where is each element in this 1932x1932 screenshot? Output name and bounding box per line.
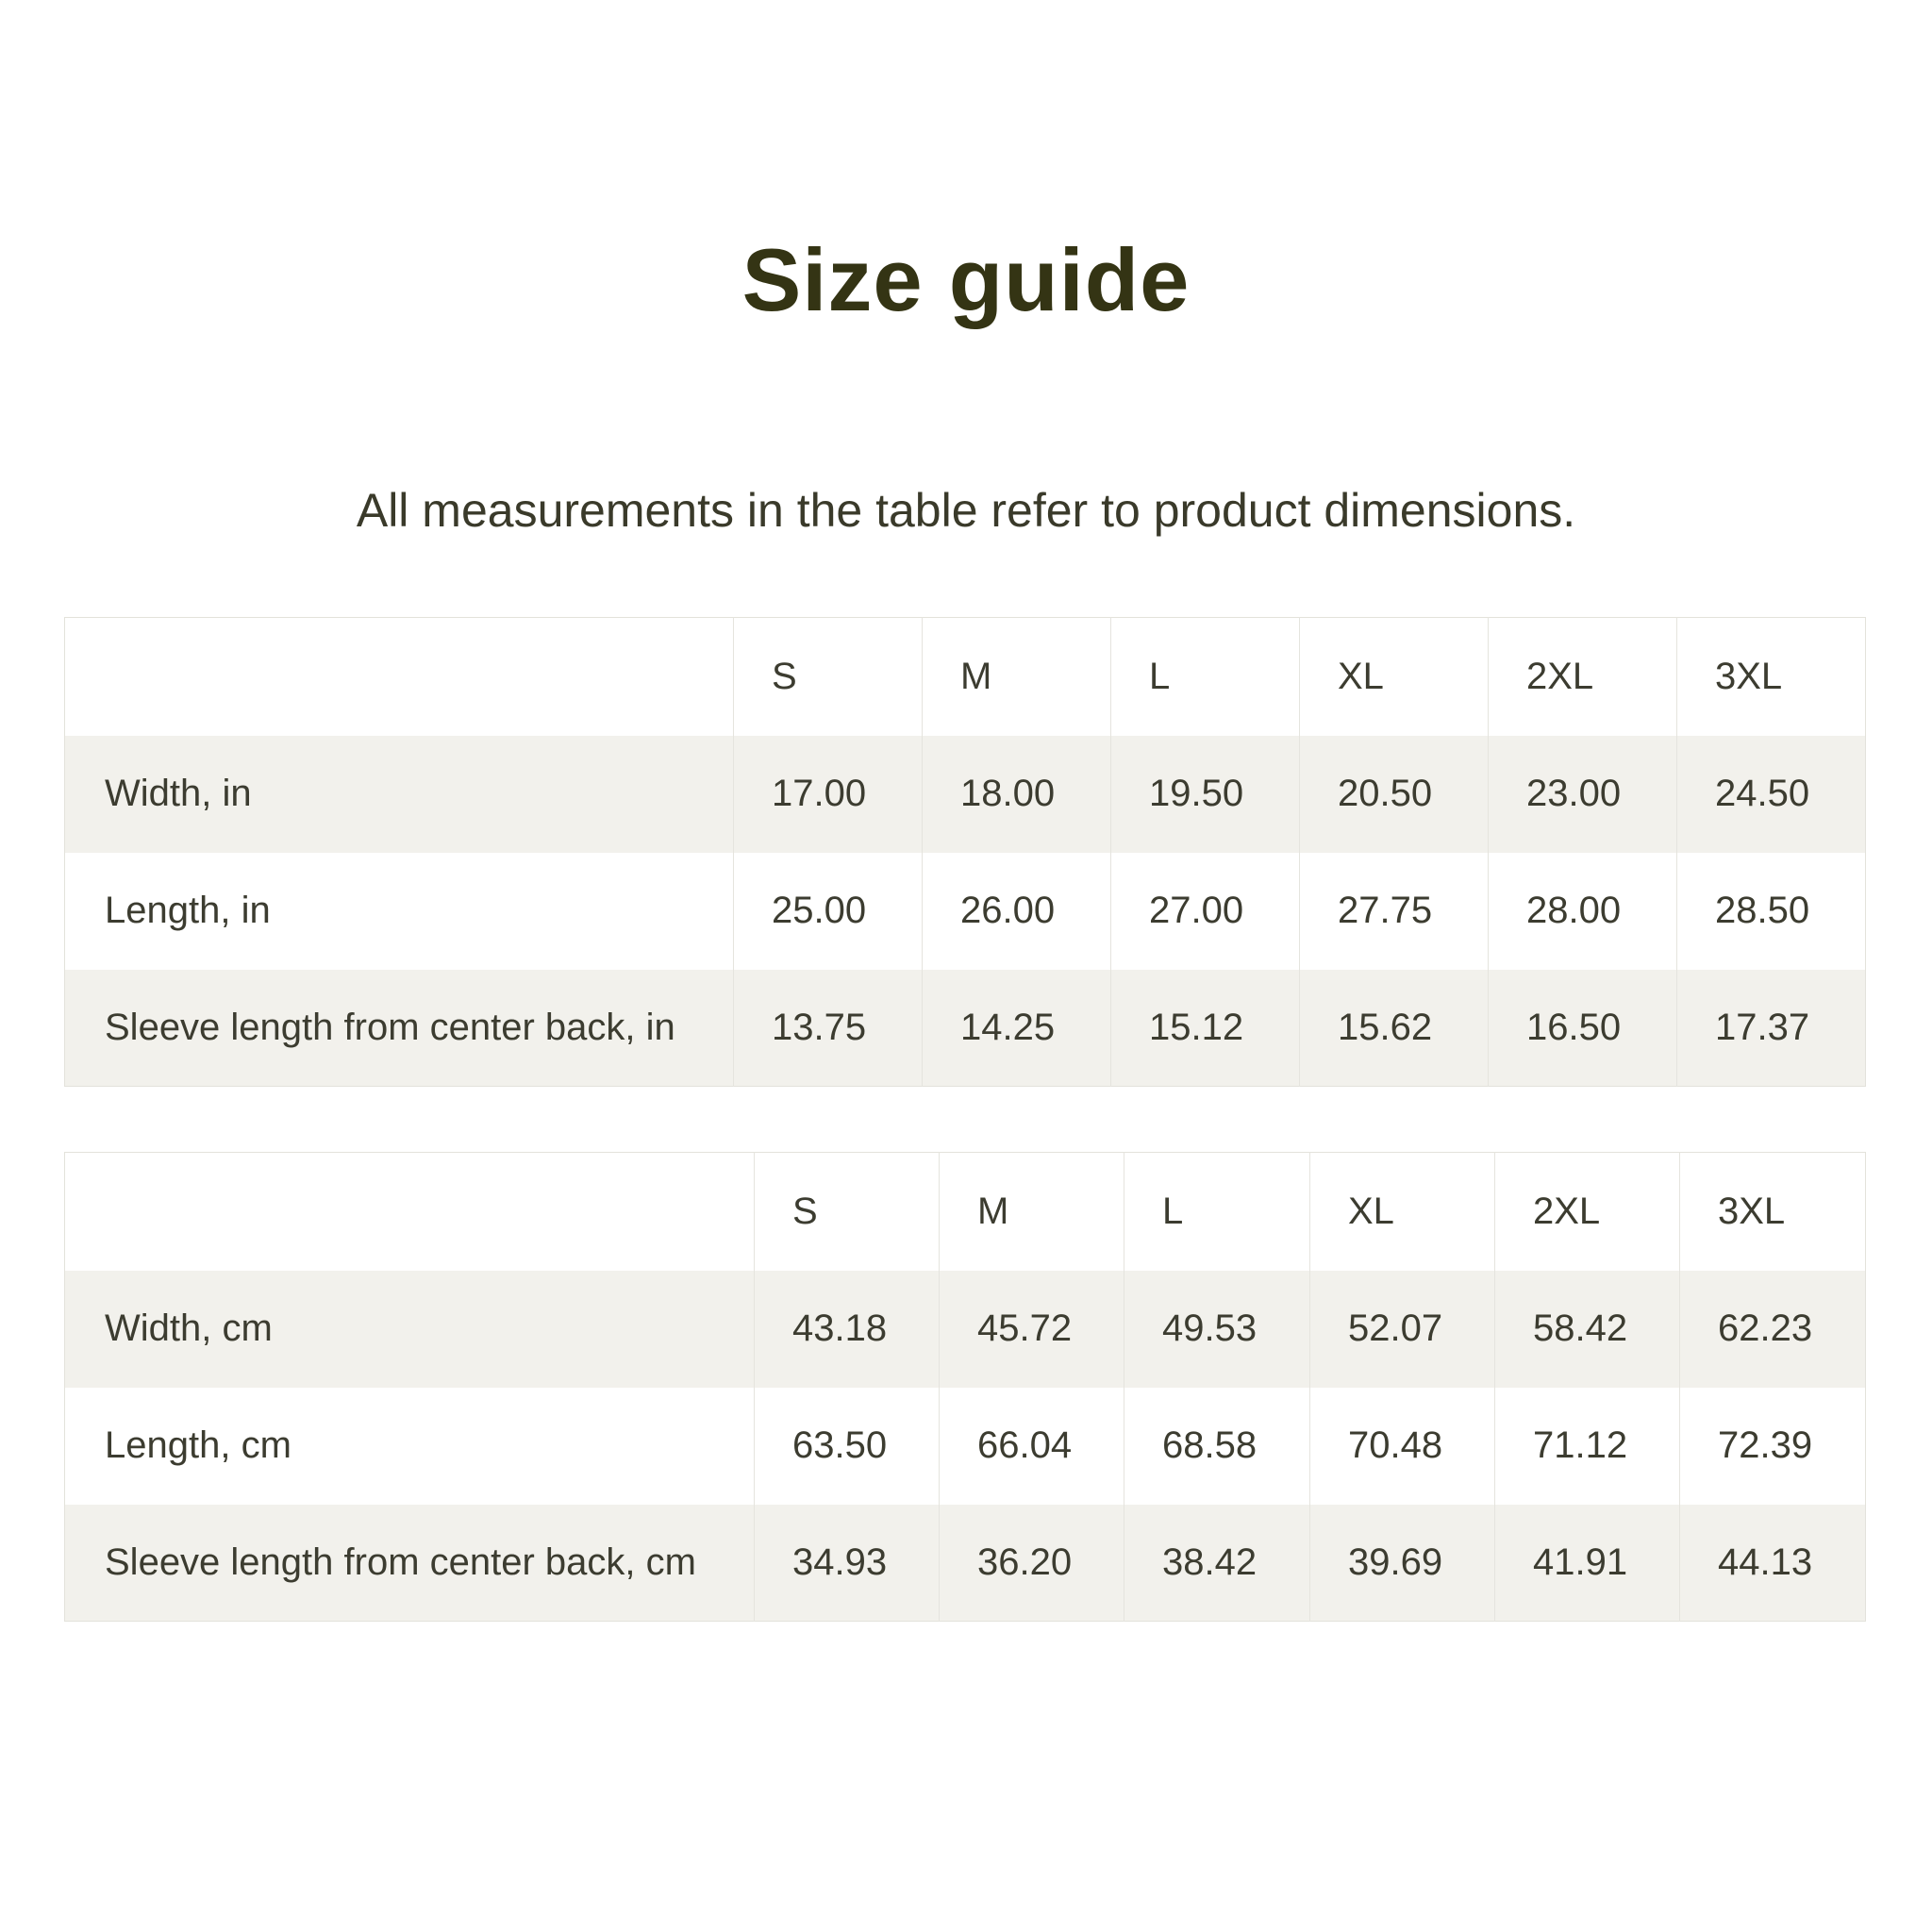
measurement-cell: 70.48 xyxy=(1310,1388,1495,1505)
measurement-cell: 27.00 xyxy=(1111,853,1300,970)
corner-cell xyxy=(65,1153,755,1271)
size-table-inches xyxy=(64,617,1866,1087)
measurement-cell: 15.62 xyxy=(1300,970,1489,1087)
column-header-2xl: 2XL xyxy=(1495,1153,1680,1271)
column-header-s: S xyxy=(755,1153,940,1271)
measurement-cell: 26.00 xyxy=(923,853,1111,970)
measurement-cell: 28.50 xyxy=(1677,853,1866,970)
measurement-cell: 17.00 xyxy=(734,736,923,853)
column-header-2xl: 2XL xyxy=(1489,618,1677,736)
measurement-cell: 68.58 xyxy=(1124,1388,1310,1505)
table-row-length-in xyxy=(65,853,1866,970)
column-header-3xl: 3XL xyxy=(1680,1153,1866,1271)
measurement-cell: 28.00 xyxy=(1489,853,1677,970)
measurement-cell: 72.39 xyxy=(1680,1388,1866,1505)
measurement-cell: 63.50 xyxy=(755,1388,940,1505)
column-header-3xl: 3XL xyxy=(1677,618,1866,736)
measurement-cell: 24.50 xyxy=(1677,736,1866,853)
measurement-cell: 58.42 xyxy=(1495,1271,1680,1388)
measurement-cell: 15.12 xyxy=(1111,970,1300,1087)
column-header-l: L xyxy=(1124,1153,1310,1271)
table-row-sleeve-in xyxy=(65,970,1866,1087)
measurement-cell: 36.20 xyxy=(940,1505,1124,1622)
column-header-s: S xyxy=(734,618,923,736)
measurement-cell: 17.37 xyxy=(1677,970,1866,1087)
measurement-cell: 62.23 xyxy=(1680,1271,1866,1388)
row-label: Length, cm xyxy=(105,1424,291,1466)
measurement-cell: 66.04 xyxy=(940,1388,1124,1505)
measurement-cell: 41.91 xyxy=(1495,1505,1680,1622)
row-label: Width, cm xyxy=(105,1307,273,1349)
measurement-cell: 23.00 xyxy=(1489,736,1677,853)
column-header-l: L xyxy=(1111,618,1300,736)
measurement-cell: 49.53 xyxy=(1124,1271,1310,1388)
page-title: Size guide xyxy=(741,230,1191,329)
measurement-cell: 27.75 xyxy=(1300,853,1489,970)
column-header-xl: XL xyxy=(1300,618,1489,736)
measurement-cell: 71.12 xyxy=(1495,1388,1680,1505)
column-header-xl: XL xyxy=(1310,1153,1495,1271)
measurement-cell: 20.50 xyxy=(1300,736,1489,853)
measurement-cell: 45.72 xyxy=(940,1271,1124,1388)
row-label: Width, in xyxy=(105,773,252,814)
table-row-length-cm xyxy=(65,1388,1866,1505)
measurement-cell: 25.00 xyxy=(734,853,923,970)
row-label: Sleeve length from center back, in xyxy=(105,1006,675,1048)
page-subtitle: All measurements in the table refer to product dimensions. xyxy=(356,484,1576,537)
corner-cell xyxy=(65,618,734,736)
measurement-cell: 34.93 xyxy=(755,1505,940,1622)
column-header-m: M xyxy=(923,618,1111,736)
table-row-width-cm xyxy=(65,1271,1866,1388)
measurement-cell: 44.13 xyxy=(1680,1505,1866,1622)
row-label: Length, in xyxy=(105,890,271,931)
column-header-m: M xyxy=(940,1153,1124,1271)
size-table-cm xyxy=(64,1152,1866,1622)
header-row xyxy=(65,1153,1866,1271)
row-label: Sleeve length from center back, cm xyxy=(105,1541,696,1583)
measurement-cell: 18.00 xyxy=(923,736,1111,853)
measurement-cell: 43.18 xyxy=(755,1271,940,1388)
measurement-cell: 16.50 xyxy=(1489,970,1677,1087)
measurement-cell: 38.42 xyxy=(1124,1505,1310,1622)
measurement-cell: 13.75 xyxy=(734,970,923,1087)
measurement-cell: 19.50 xyxy=(1111,736,1300,853)
measurement-cell: 52.07 xyxy=(1310,1271,1495,1388)
measurement-cell: 39.69 xyxy=(1310,1505,1495,1622)
table-row-width-in xyxy=(65,736,1866,853)
measurement-cell: 14.25 xyxy=(923,970,1111,1087)
table-row-sleeve-cm xyxy=(65,1505,1866,1622)
header-row xyxy=(65,618,1866,736)
